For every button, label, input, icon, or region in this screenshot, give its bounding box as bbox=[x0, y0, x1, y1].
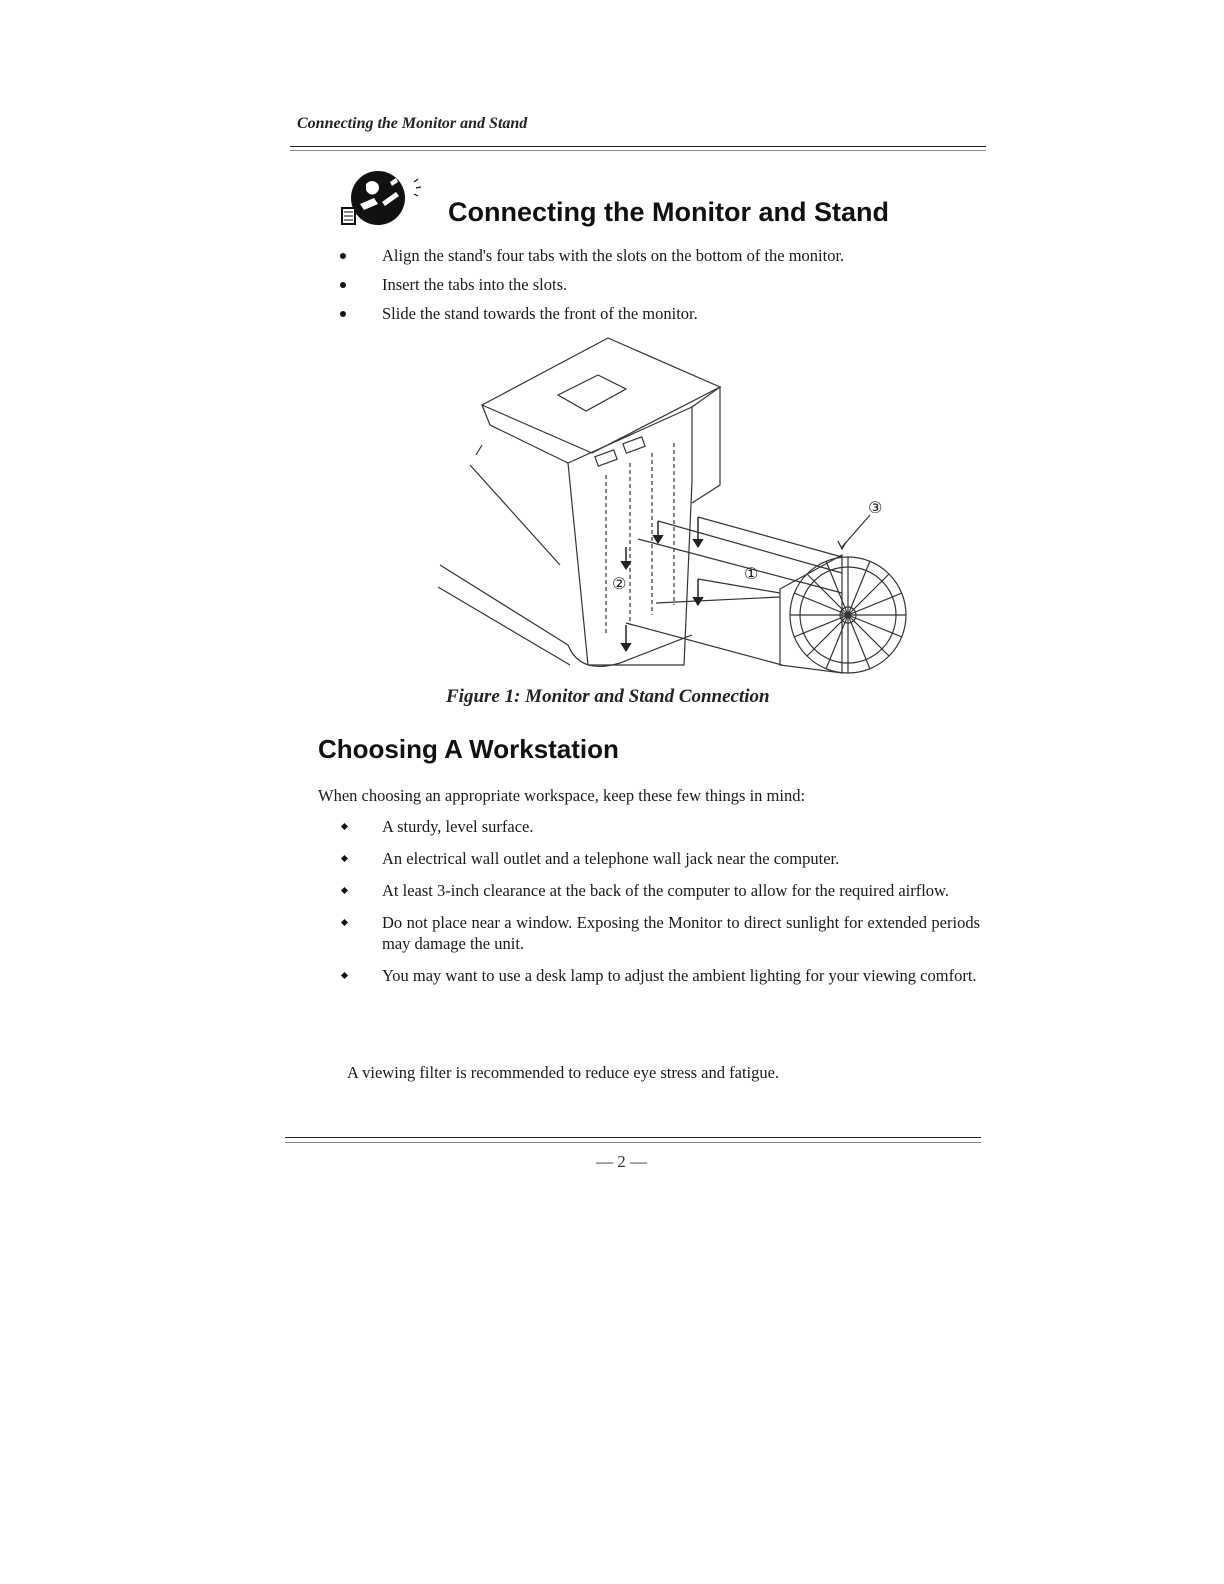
section-title: Connecting the Monitor and Stand bbox=[448, 197, 889, 227]
running-head: Connecting the Monitor and Stand bbox=[297, 115, 528, 132]
list-item: At least 3-inch clearance at the back of the computer to allow for the required airflow. bbox=[338, 880, 980, 901]
footer-rule bbox=[285, 1137, 981, 1138]
header-rule bbox=[290, 146, 986, 147]
vent-slot bbox=[595, 450, 617, 466]
list-item: Insert the tabs into the slots. bbox=[338, 274, 844, 303]
assembly-steps bbox=[338, 245, 844, 332]
list-item: A sturdy, level surface. bbox=[338, 816, 980, 837]
list-item: An electrical wall outlet and a telephone wall jack near the computer. bbox=[338, 848, 980, 869]
technician-tools-icon bbox=[340, 168, 425, 230]
vent-slot bbox=[623, 437, 645, 453]
footer-rule-thin bbox=[285, 1142, 981, 1143]
list-item: Do not place near a window. Exposing the Monitor to direct sunlight for extended periods may damage the unit. bbox=[338, 912, 980, 954]
monitor-top bbox=[482, 338, 720, 453]
turntable-spokes bbox=[790, 557, 906, 673]
list-item: Slide the stand towards the front of the monitor. bbox=[338, 303, 844, 332]
monitor-shell bbox=[438, 445, 570, 665]
workstation-checklist bbox=[338, 816, 980, 997]
filter-note: A viewing filter is recommended to reduce eye stress and fatigue. bbox=[347, 1063, 780, 1082]
figure-caption: Figure 1: Monitor and Stand Connection bbox=[446, 686, 770, 707]
section-title: Choosing A Workstation bbox=[318, 734, 619, 764]
stand-base-frame bbox=[780, 555, 842, 673]
monitor-label-panel bbox=[558, 375, 626, 411]
monitor-side bbox=[482, 387, 720, 503]
monitor-stand-diagram bbox=[430, 335, 910, 680]
callout-1: ① bbox=[744, 564, 759, 583]
intro-paragraph: When choosing an appropriate workspace, keep these few things in mind: bbox=[318, 786, 806, 805]
header-rule-thin bbox=[290, 150, 986, 151]
page-number: — 2 — bbox=[596, 1152, 647, 1171]
list-item: You may want to use a desk lamp to adjust the ambient lighting for your viewing comfort. bbox=[338, 965, 980, 986]
callout-2: ② bbox=[612, 574, 627, 593]
list-item: Align the stand's four tabs with the slots on the bottom of the monitor. bbox=[338, 245, 844, 274]
callout-3: ③ bbox=[868, 498, 883, 517]
